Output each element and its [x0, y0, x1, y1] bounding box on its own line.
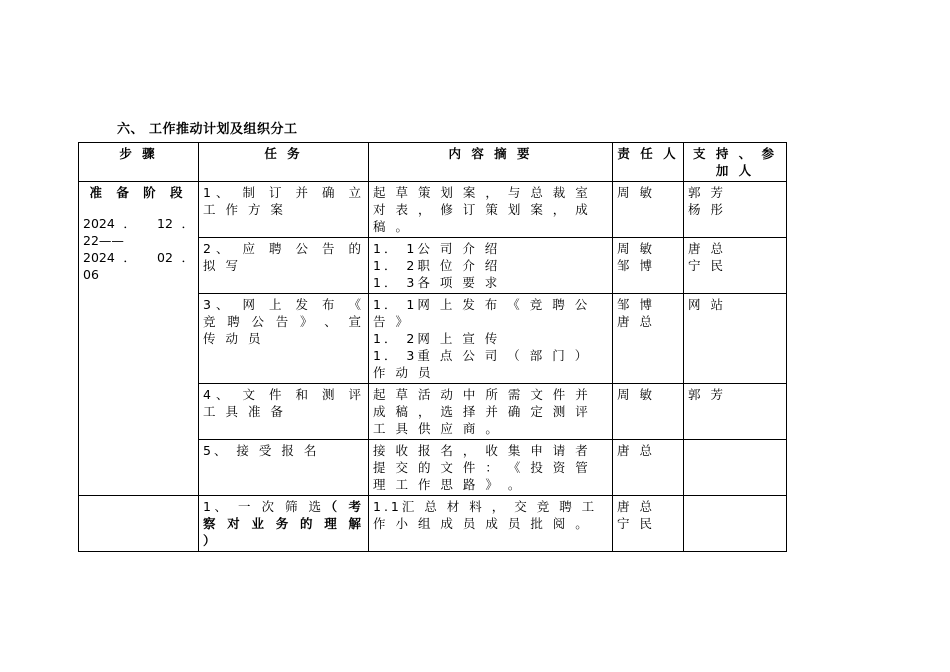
- col-header-step: 步 骤: [79, 143, 199, 182]
- support-cell: [684, 384, 787, 440]
- phase-cell-empty: [79, 496, 199, 552]
- content-cell: [369, 294, 613, 384]
- task-text-bold: （ 考 察 对 业 务 的 理 解 ）: [203, 499, 364, 548]
- owner-cell: [613, 182, 684, 238]
- content-cell: [369, 384, 613, 440]
- content-line: 1． 3各 项 要 求: [373, 275, 501, 290]
- content-line: 1． 1公 司 介 绍: [373, 241, 501, 256]
- table-row: [79, 182, 787, 238]
- owner-name: 邹 博: [617, 258, 655, 273]
- phase-date-line: 06: [83, 267, 99, 282]
- owner-cell: [613, 496, 684, 552]
- owner-cell: [613, 384, 684, 440]
- table-row: [79, 496, 787, 552]
- table-header-row: [79, 143, 787, 182]
- phase-cell: [79, 182, 199, 496]
- content-line: 起 草 活 动 中 所 需 文 件 并 成 稿 ， 选 择 并 确 定 测 评 工 具 供 应 商 。: [373, 387, 591, 436]
- owner-cell: [613, 294, 684, 384]
- content-cell: [369, 440, 613, 496]
- content-line: 1.1汇 总 材 料 ， 交 竞 聘 工 作 小 组 成 员 成 员 批 阅 。: [373, 499, 598, 531]
- content-line: 1． 1网 上 发 布 《 竞 聘 公 告 》: [373, 297, 591, 329]
- support-cell: [684, 182, 787, 238]
- task-cell: 5、 接 受 报 名: [199, 440, 369, 496]
- owner-name: 唐 总: [617, 443, 655, 458]
- phase-date-line: 2024． 12．: [83, 216, 194, 231]
- support-name: 唐 总: [688, 241, 726, 256]
- support-name: 郭 芳: [688, 185, 726, 200]
- owner-name: 周 敏: [617, 241, 655, 256]
- task-cell: [199, 496, 369, 552]
- content-line: 接 收 报 名 ， 收 集 申 请 者 提 交 的 文 件 ： 《 投 资 管 理 工 作 思 路 》 。: [373, 443, 591, 492]
- owner-name: 周 敏: [617, 387, 655, 402]
- col-header-owner: 责 任 人: [613, 143, 684, 182]
- support-name: 网 站: [688, 297, 726, 312]
- support-cell: [684, 440, 787, 496]
- task-text: 1、 一 次 筛 选: [203, 499, 325, 514]
- phase-date-line: 22——: [83, 233, 124, 248]
- owner-name: 宁 民: [617, 516, 655, 531]
- phase-date-line: 2024． 02．: [83, 250, 194, 265]
- col-header-content: 内 容 摘 要: [369, 143, 613, 182]
- support-cell: [684, 294, 787, 384]
- content-cell: [369, 496, 613, 552]
- owner-name: 唐 总: [617, 314, 655, 329]
- task-cell: 1、 制 订 并 确 立 工 作 方 案: [199, 182, 369, 238]
- support-name: 杨 彤: [688, 202, 726, 217]
- section-heading: 六、 工作推动计划及组织分工: [117, 122, 298, 137]
- owner-name: 邹 博: [617, 297, 655, 312]
- support-name: 郭 芳: [688, 387, 726, 402]
- content-cell: [369, 182, 613, 238]
- owner-name: 周 敏: [617, 185, 655, 200]
- support-name: 宁 民: [688, 258, 726, 273]
- content-line: 起 草 策 划 案 ， 与 总 裁 室 对 表 ， 修 订 策 划 案 ， 成 稿 。: [373, 185, 591, 234]
- support-cell: [684, 496, 787, 552]
- content-line: 1． 3重 点 公 司 （ 部 门 ） 作 动 员: [373, 348, 591, 380]
- support-cell: [684, 238, 787, 294]
- phase-name: 准 备 阶 段: [89, 185, 188, 200]
- content-line: 1． 2职 位 介 绍: [373, 258, 501, 273]
- col-header-task: 任 务: [199, 143, 369, 182]
- owner-cell: [613, 440, 684, 496]
- col-header-support: 支 持 、 参 加 人: [684, 143, 787, 182]
- plan-table: [78, 142, 787, 552]
- content-cell: [369, 238, 613, 294]
- owner-name: 唐 总: [617, 499, 655, 514]
- task-cell: 4、 文 件 和 测 评 工 具 准 备: [199, 384, 369, 440]
- content-line: 1． 2网 上 宣 传: [373, 331, 501, 346]
- owner-cell: [613, 238, 684, 294]
- task-cell: 3、 网 上 发 布 《 竞 聘 公 告 》 、 宣 传 动 员: [199, 294, 369, 384]
- task-cell: 2、 应 聘 公 告 的 拟 写: [199, 238, 369, 294]
